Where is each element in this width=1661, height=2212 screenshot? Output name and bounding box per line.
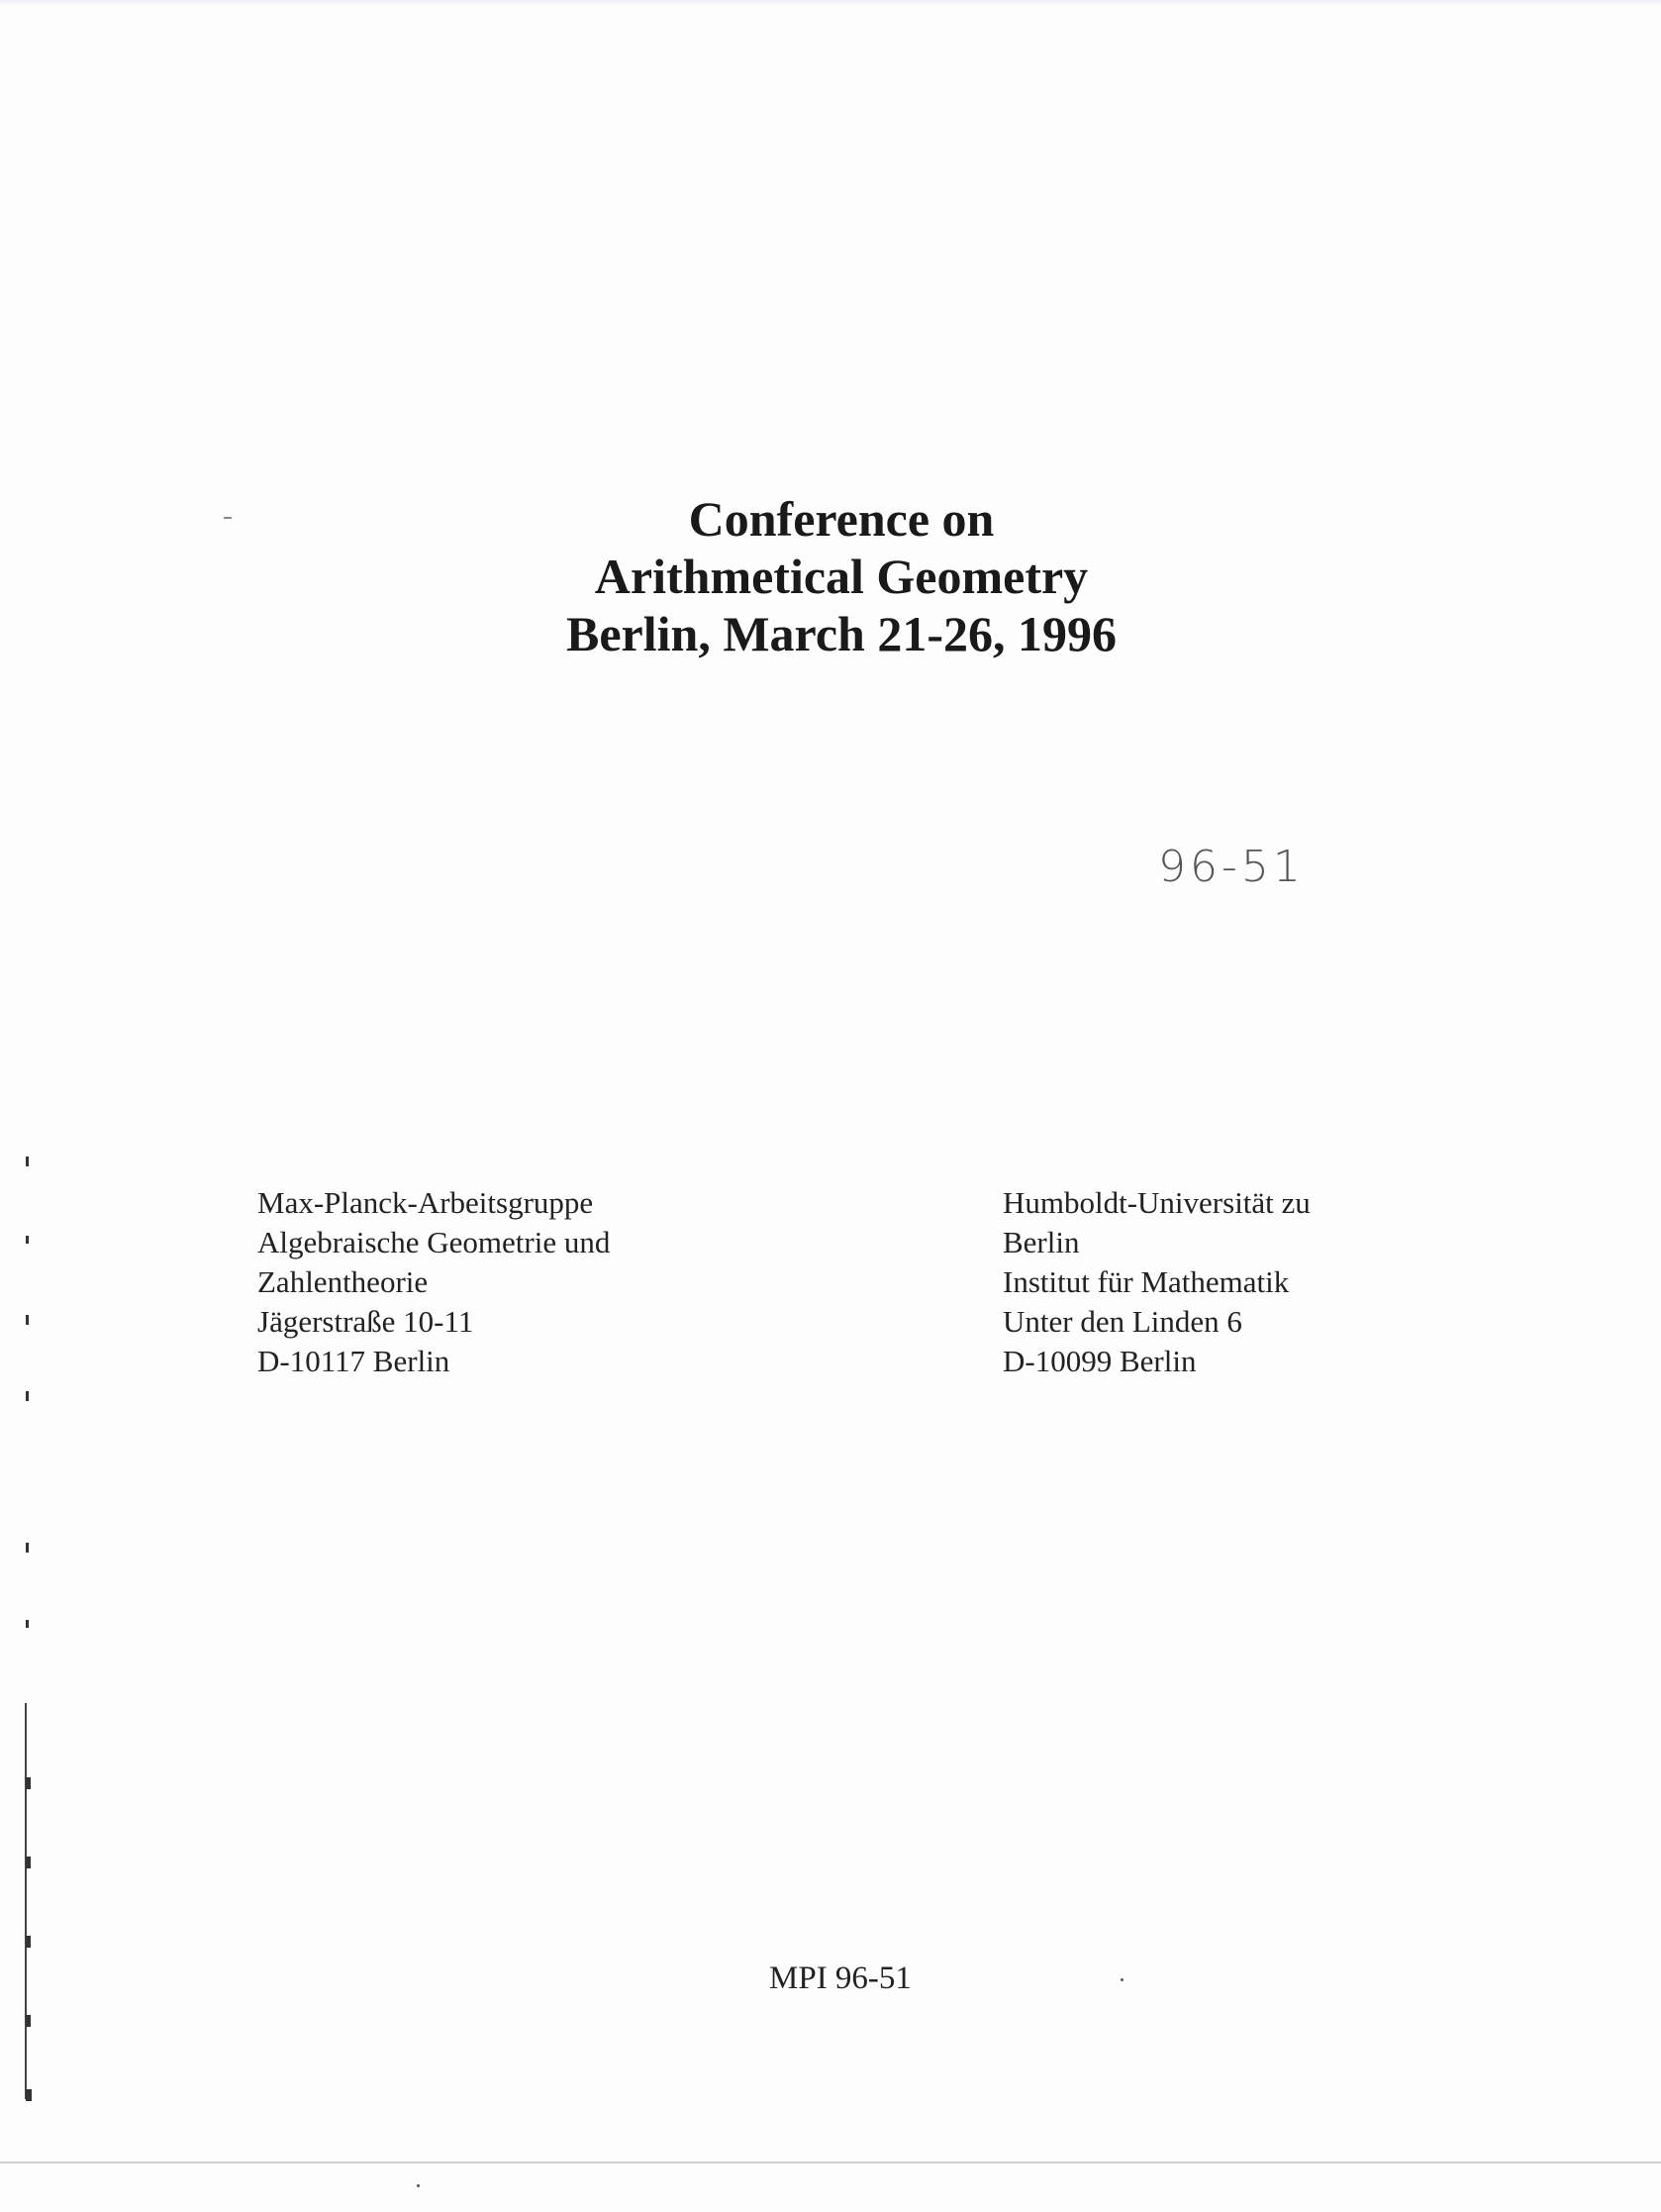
title-line-2: Arithmetical Geometry — [594, 549, 1089, 604]
address-right-line: D-10099 Berlin — [1003, 1344, 1197, 1378]
handwritten-report-note: 96-51 — [1158, 842, 1305, 892]
margin-mark — [26, 1543, 29, 1553]
conference-title — [0, 490, 1661, 662]
margin-mark — [26, 1391, 29, 1401]
address-right-line: Institut für Mathematik — [1003, 1264, 1290, 1299]
scan-speck — [417, 2184, 420, 2187]
margin-mark — [26, 1315, 29, 1325]
address-left-line: Zahlentheorie — [257, 1264, 429, 1299]
scan-bottom-edge — [0, 2162, 1661, 2163]
address-humboldt — [1003, 1183, 1311, 1381]
address-left-line: Jägerstraße 10-11 — [257, 1304, 474, 1339]
margin-mark — [26, 1156, 29, 1166]
margin-mark — [26, 2015, 31, 2027]
address-right-line: Unter den Linden 6 — [1003, 1304, 1242, 1339]
margin-mark — [26, 1236, 29, 1244]
scan-speck — [1121, 1978, 1124, 1981]
margin-mark — [26, 1777, 31, 1789]
margin-mark — [26, 2089, 32, 2101]
title-line-3: Berlin, March 21-26, 1996 — [566, 606, 1117, 661]
scan-top-edge — [0, 0, 1661, 6]
address-left-line: Max-Planck-Arbeitsgruppe — [257, 1185, 594, 1220]
binding-edge — [25, 1703, 27, 2099]
report-number: MPI 96-51 — [769, 1961, 912, 1996]
margin-mark — [26, 1936, 31, 1948]
title-line-1: Conference on — [688, 491, 995, 547]
address-right-line: Humboldt-Universität zu — [1003, 1185, 1311, 1220]
margin-mark — [26, 1620, 29, 1628]
address-left-line: D-10117 Berlin — [257, 1344, 450, 1378]
address-left-line: Algebraische Geometrie und — [257, 1225, 611, 1259]
margin-mark — [26, 1857, 31, 1868]
address-right-line: Berlin — [1003, 1225, 1080, 1259]
address-max-planck — [257, 1183, 610, 1381]
scan-speck — [224, 517, 232, 519]
